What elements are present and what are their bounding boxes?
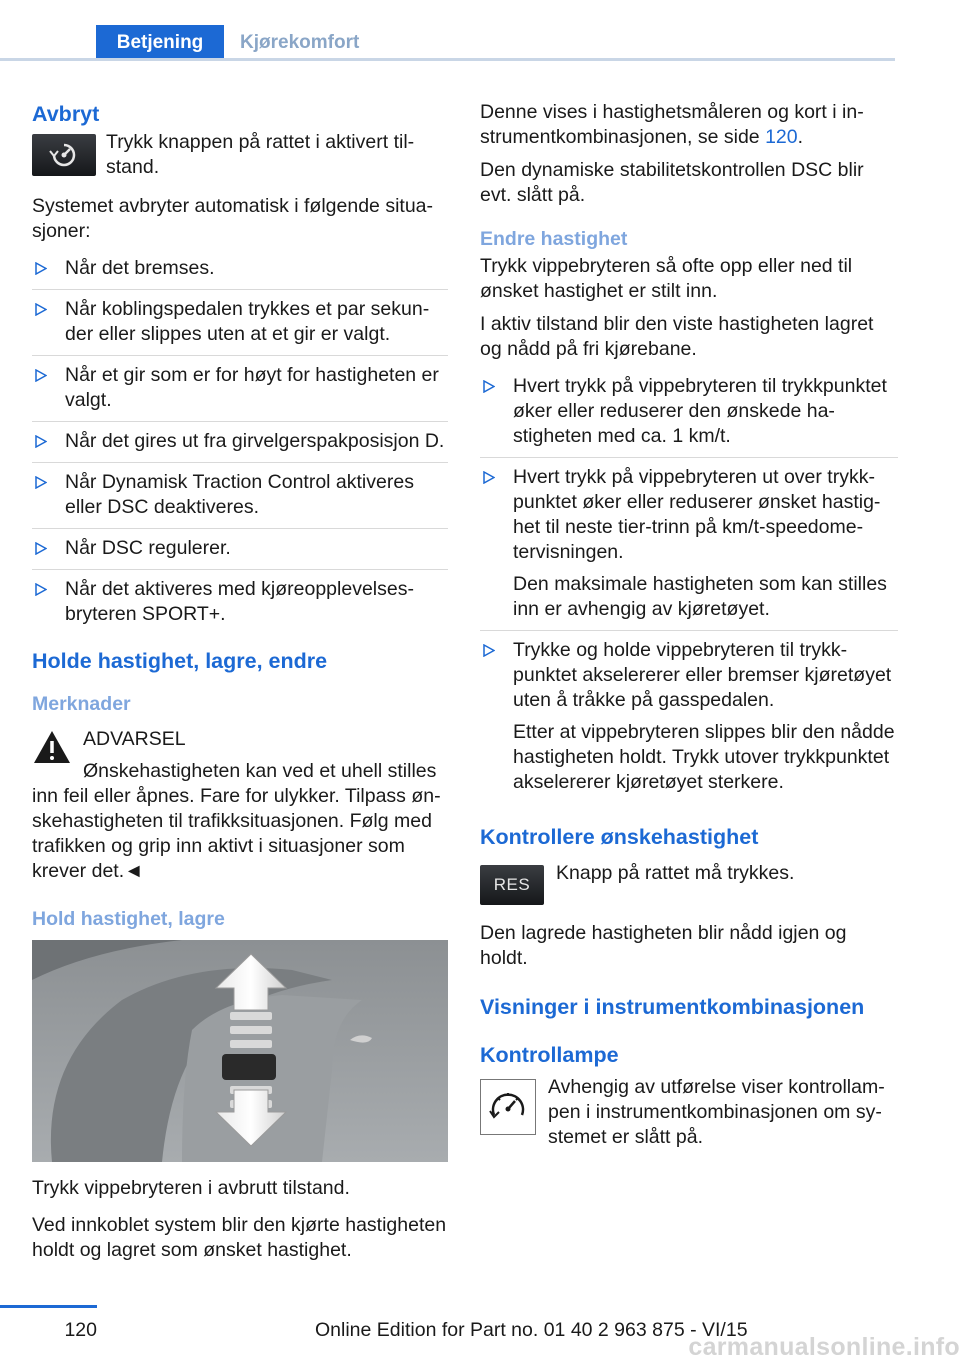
page-link-120[interactable]: 120 xyxy=(765,126,798,148)
notes-heading: Merknader xyxy=(32,693,131,715)
list-item xyxy=(480,638,898,803)
list-item xyxy=(32,297,448,356)
change-text-2: I aktiv tilstand blir den viste hastigheten lagret og nådd på fri kjørebane. xyxy=(480,313,874,360)
left-column xyxy=(32,100,448,1275)
triangle-bullet-icon xyxy=(35,262,47,275)
right-column xyxy=(480,100,898,1164)
warning-label: ADVARSEL xyxy=(83,728,186,750)
change-heading: Endre hastighet xyxy=(480,228,628,250)
avbryt-heading: Avbryt xyxy=(32,102,100,126)
avbryt-row xyxy=(32,130,448,180)
auto-cancel-list xyxy=(32,256,448,635)
hold-text: Trykk vippebryteren i avbrutt tilstand. xyxy=(32,1177,350,1199)
list-item-text: Når koblingspedalen trykkes et par sekunder eller slippes uten at et gir er valgt. xyxy=(65,298,430,345)
section-heading: Holde hastighet, lagre, endre xyxy=(32,649,328,673)
res-row xyxy=(480,861,898,905)
list-item xyxy=(32,577,448,635)
lamp-text: Avhengig av utførelse viser kontrollampen i instrumentkombinasjonen om systemet er slått på. xyxy=(548,1076,885,1148)
list-item xyxy=(32,256,448,290)
triangle-bullet-icon xyxy=(483,644,495,657)
list-item xyxy=(32,363,448,422)
list-item xyxy=(32,470,448,529)
change-list xyxy=(480,374,898,803)
steering-cancel-icon xyxy=(32,134,96,176)
list-item-text: Når det aktiveres med kjøreopplevelsesbryteren SPORT+. xyxy=(65,578,414,625)
res-result-text: Den lagrede hastigheten blir nådd igjen og holdt. xyxy=(480,922,847,969)
dsc-text: Den dynamiske stabilitetskontrollen DSC blir evt. slått på. xyxy=(480,159,864,206)
warning-row xyxy=(32,727,448,784)
triangle-bullet-icon xyxy=(35,435,47,448)
page-header xyxy=(0,25,895,61)
warning-body: inn feil eller åpnes. Fare for ulykker. Tilpass ønskehastigheten til trafikksituasjonen. Følg med trafikken og grip inn aktivt i situasjoner som krever det.◄ xyxy=(32,785,441,882)
auto-cancel-intro: Systemet avbryter automatisk i følgende situasjoner: xyxy=(32,195,434,242)
display-text-after: . xyxy=(797,126,804,148)
tab-betjening[interactable]: Betjening xyxy=(96,25,224,61)
cruise-control-lamp-icon xyxy=(480,1079,536,1135)
res-label: RES xyxy=(493,875,531,894)
change-text-1: Trykk vippebryteren så ofte opp eller ned til ønsket hastighet er stilt inn. xyxy=(480,255,853,302)
list-item xyxy=(32,429,448,463)
header-rule xyxy=(0,58,895,61)
list-item xyxy=(32,536,448,570)
list-item-text: Hvert trykk på vippebryteren ut over trykkpunktet øker eller reduserer ønsket hastighet til neste tier-trinn på km/t-speedometervisningen. xyxy=(513,466,881,563)
warning-triangle-icon xyxy=(32,729,72,765)
list-item-text: Når Dynamisk Traction Control aktiveres eller DSC deaktiveres. xyxy=(65,471,414,518)
engaged-text: Ved innkoblet system blir den kjørte hastigheten holdt og lagret som ønsket hastighet. xyxy=(32,1214,447,1261)
list-item-text: Når det gires ut fra girvelgerspakposisjon D. xyxy=(65,430,445,452)
triangle-bullet-icon xyxy=(35,542,47,555)
triangle-bullet-icon xyxy=(483,380,495,393)
header-lead xyxy=(0,25,96,61)
display-text xyxy=(480,100,898,150)
res-text: Knapp på rattet må trykkes. xyxy=(556,862,795,884)
avbryt-text: Trykk knappen på rattet i aktivert tilstand. xyxy=(106,131,415,178)
triangle-bullet-icon xyxy=(35,369,47,382)
list-item-subtext: Etter at vippebryteren slippes blir den nådde hastigheten holdt. Trykk utover trykkpunktet akselererer kjøretøyet sterkere. xyxy=(513,721,895,793)
list-item-text: Hvert trykk på vippebryteren til trykkpunktet øker eller reduserer den ønskede hastigheten med ca. 1 km/t. xyxy=(513,375,887,447)
triangle-bullet-icon xyxy=(483,471,495,484)
display-text-before: Denne vises i hastighetsmåleren og kort i instrumentkombinasjonen, se side xyxy=(480,101,864,148)
edition-text: Online Edition for Part no. 01 40 2 963 875 - VI/15 xyxy=(315,1319,748,1341)
footer-bar xyxy=(0,1305,97,1308)
lamp-heading: Kontrollampe xyxy=(480,1043,619,1067)
list-item-text: Når DSC regulerer. xyxy=(65,537,231,559)
warning-first-line: Ønskehastigheten kan ved et uhell stilles xyxy=(83,760,437,782)
triangle-bullet-icon xyxy=(35,476,47,489)
list-item xyxy=(480,374,898,458)
page-number: 120 xyxy=(64,1319,97,1341)
list-item-text: Trykke og holde vippebryteren til trykkpunktet akselererer eller bremser kjøretøyet uten å tråkke på gasspedalen. xyxy=(513,639,892,711)
hold-heading: Hold hastighet, lagre xyxy=(32,908,225,930)
tab-kjorekomfort[interactable]: Kjørekomfort xyxy=(240,32,360,53)
triangle-bullet-icon xyxy=(35,303,47,316)
list-item-text: Når et gir som er for høyt for hastigheten er valgt. xyxy=(65,364,439,411)
list-item-text: Når det bremses. xyxy=(65,257,215,279)
list-item-subtext: Den maksimale hastigheten som kan stilles inn er avhengig av kjøretøyet. xyxy=(513,573,887,620)
lamp-row xyxy=(480,1075,898,1150)
control-heading: Kontrollere ønskehastighet xyxy=(480,825,759,849)
list-item xyxy=(480,465,898,631)
watermark: carmanualsonline.info xyxy=(688,1333,960,1361)
displays-heading: Visninger i instrumentkombinasjonen xyxy=(480,995,865,1019)
steering-wheel-rocker-illustration xyxy=(32,940,448,1162)
res-button-icon xyxy=(480,865,544,905)
triangle-bullet-icon xyxy=(35,583,47,596)
